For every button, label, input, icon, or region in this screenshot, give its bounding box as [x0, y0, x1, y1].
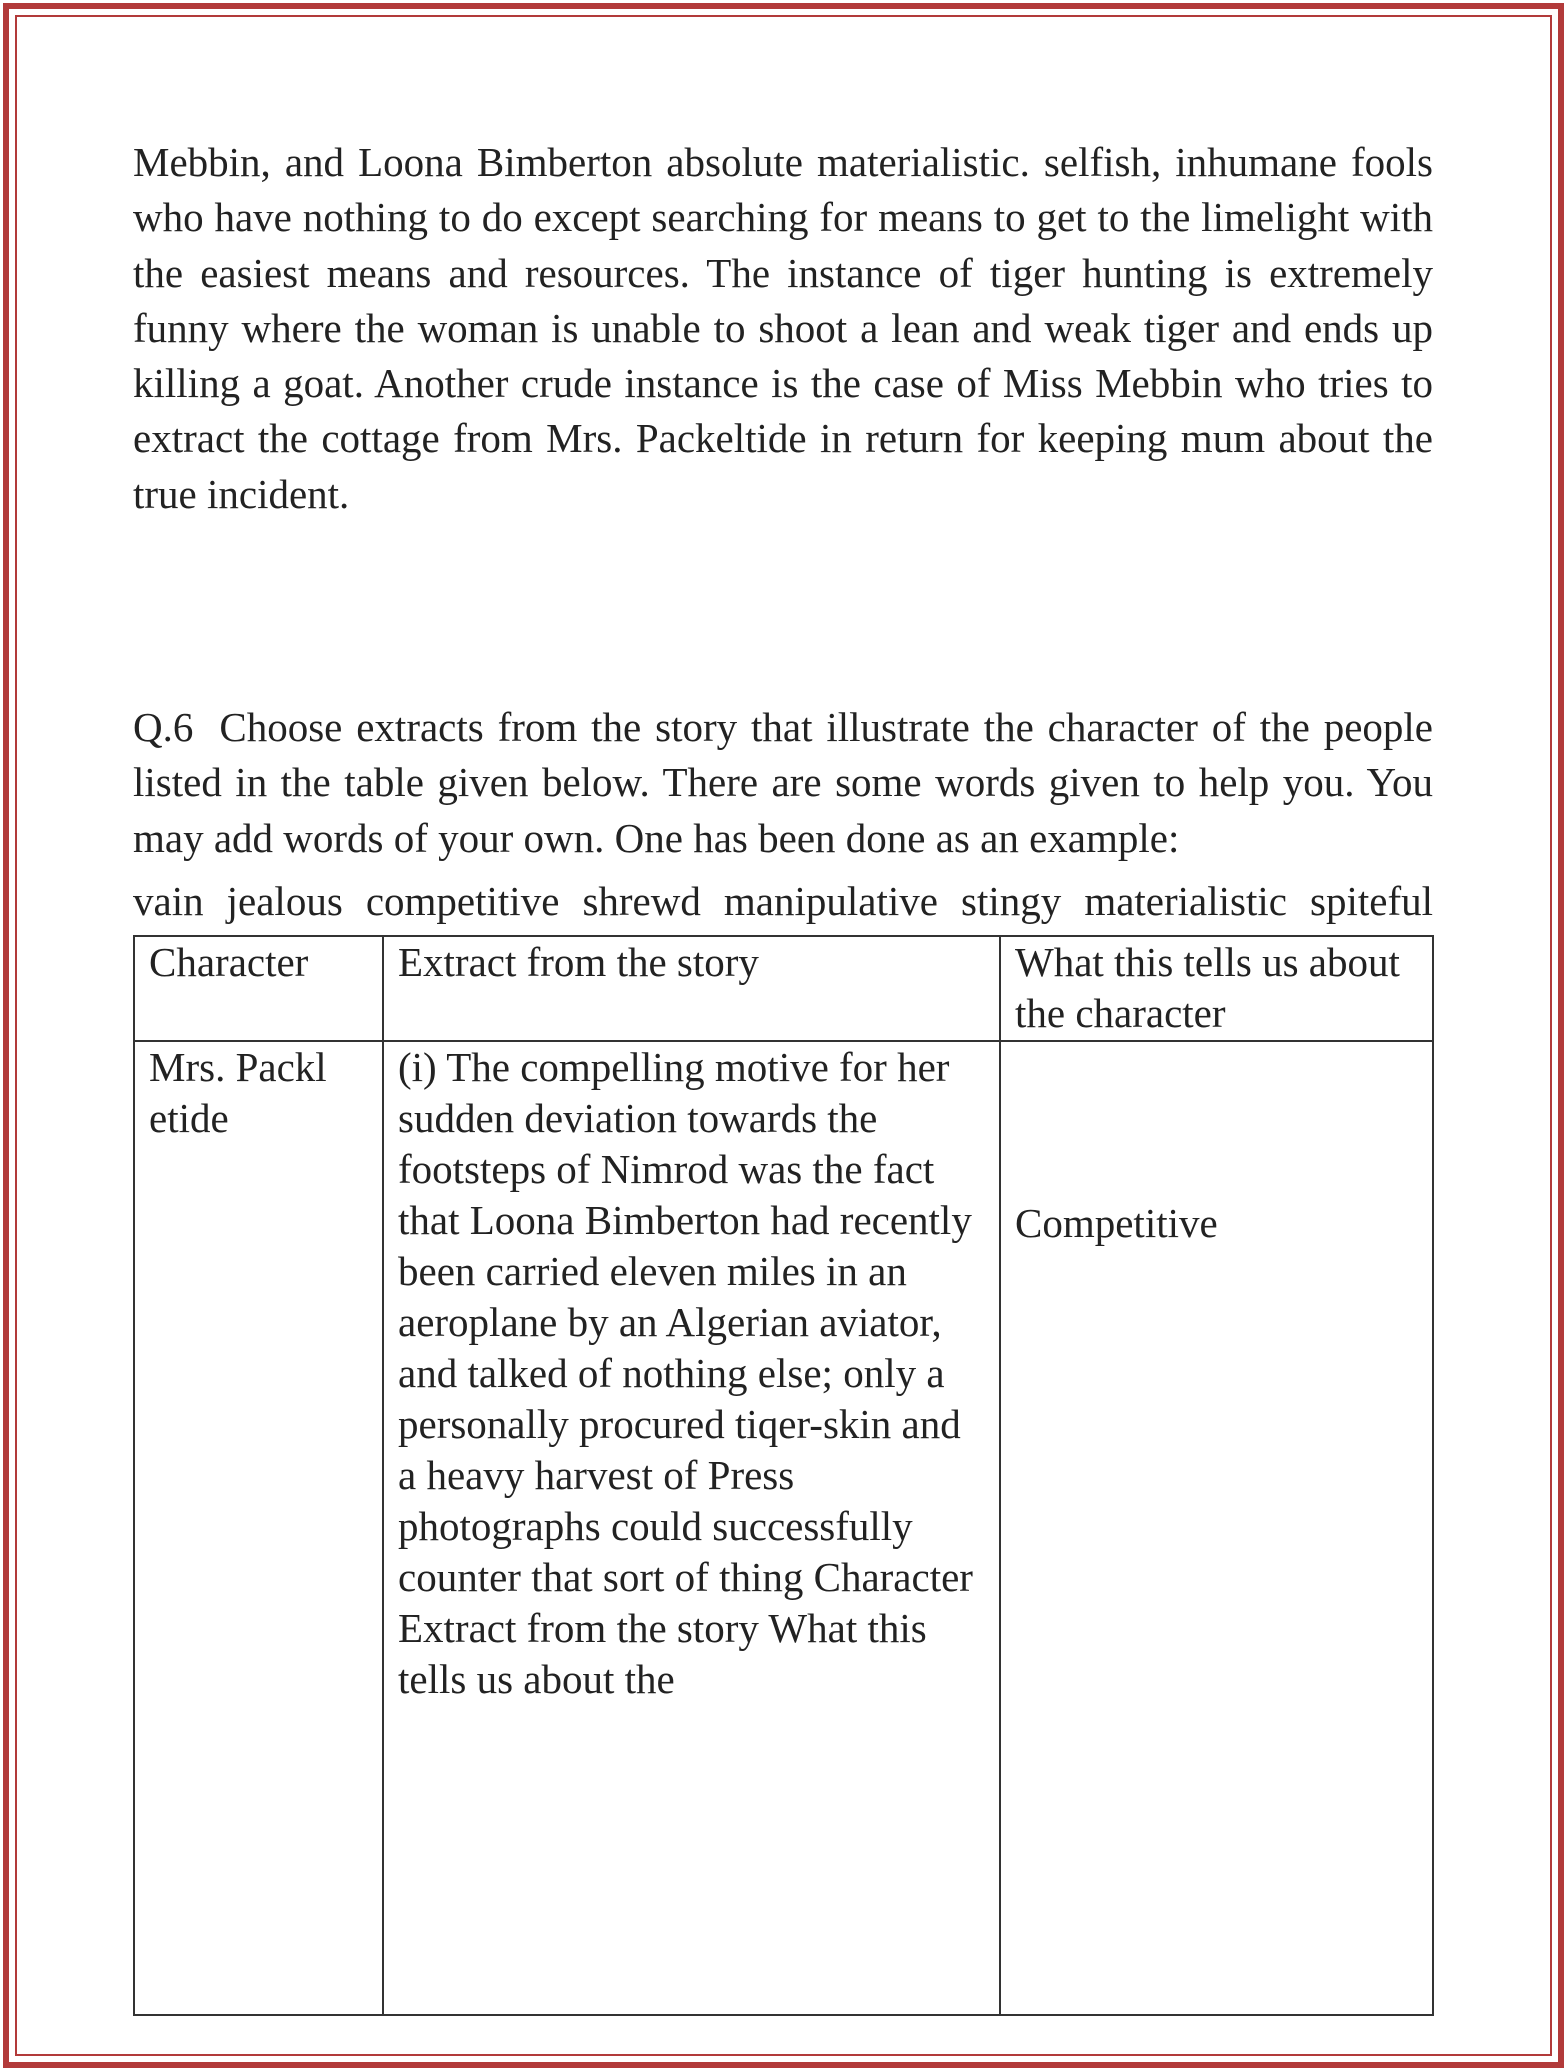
page-content — [133, 135, 1433, 2016]
header-what-this-tells: What this tells us about the character — [1000, 936, 1433, 1041]
question-number: Q.6 — [133, 704, 194, 751]
intro-paragraph: Mebbin, and Loona Bimberton absolute materialistic. selfish, inhumane fools who have nothing to do except searching for means to get to the limelight with the easiest means and resources. The instance of tiger hunting is extremely funny where the woman is unable to shoot a lean and weak tiger and ends up killing a goat. Another crude instance is the case of Miss Mebbin who tries to extract the cottage from Mrs. Packeltide in return for keeping mum about the true incident. — [133, 139, 1433, 517]
cell-character: Mrs. Packl etide — [134, 1041, 383, 2015]
question-text: Choose extracts from the story that illustrate the character of the people listed in the table given below. There are some words given to help you. You may add words of your own. One has been done as an example: — [133, 704, 1433, 861]
header-character: Character — [134, 936, 383, 1041]
cell-what-this-tells: Competitive — [1000, 1041, 1433, 2015]
character-table — [133, 935, 1434, 2016]
table-header-row — [134, 936, 1433, 1041]
helper-word-list: vain jealous competitive shrewd manipulative stingy materialistic spiteful — [133, 877, 1433, 924]
question-6 — [133, 700, 1433, 866]
header-extract: Extract from the story — [383, 936, 1000, 1041]
cell-extract: (i) The compelling motive for her sudden deviation towards the footsteps of Nimrod was the fact that Loona Bimberton had recently been carried eleven miles in an aeroplane by an Algerian aviator, and talked of nothing else; only a personally procured tiqer-skin and a heavy harvest of Press photographs could successfully counter that sort of thing Character Extract from the story What this tells us about the — [383, 1041, 1000, 2015]
table-row — [134, 1041, 1433, 2015]
